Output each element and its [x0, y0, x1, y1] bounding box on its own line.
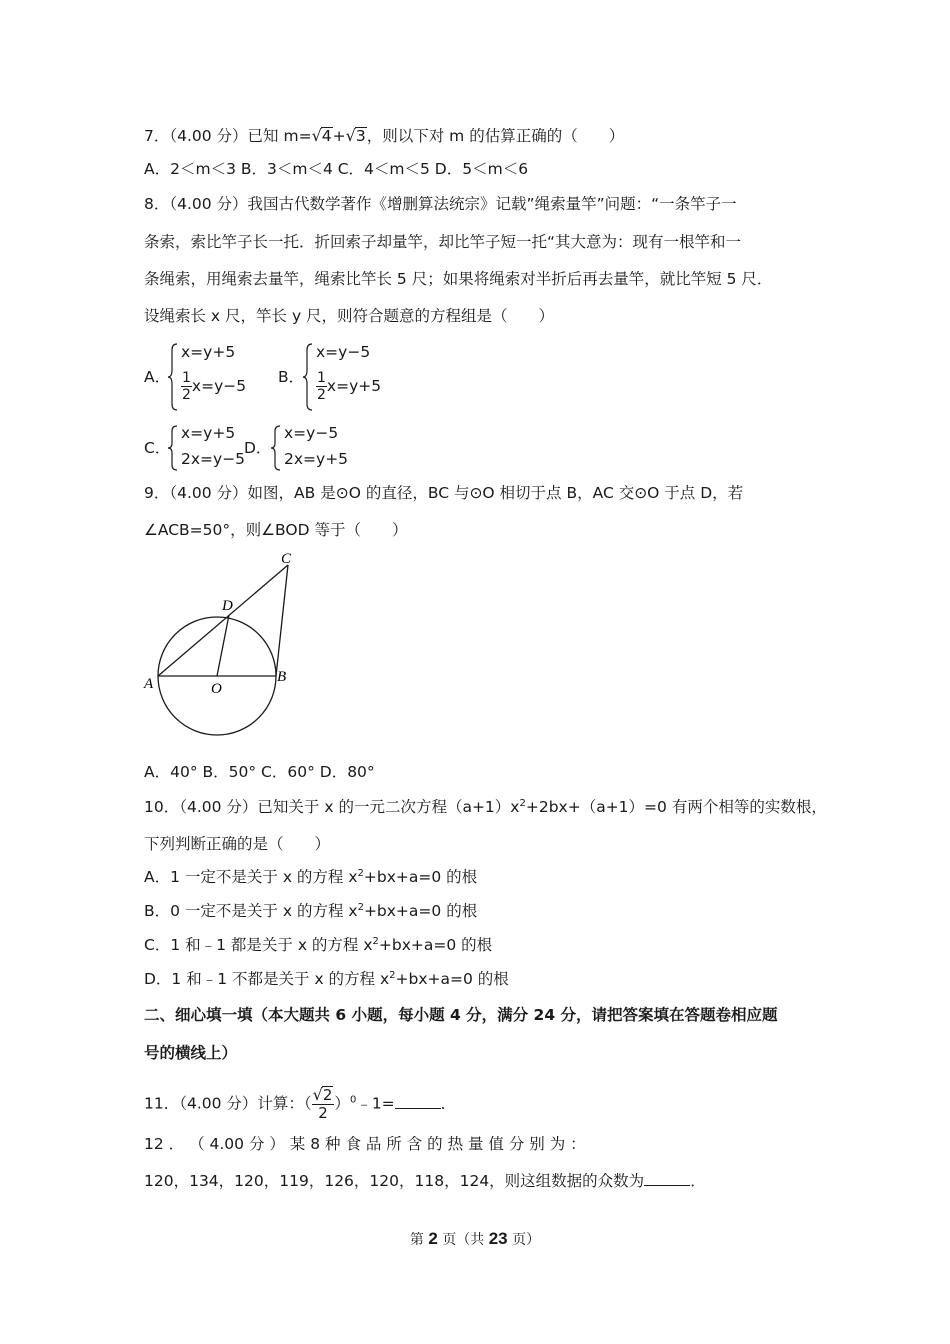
q10-option-a [144, 866, 477, 888]
q9-geometry-figure [140, 548, 310, 738]
fraction [312, 1086, 335, 1122]
q8-option-d-eq1: x=y−5 [284, 424, 339, 442]
radicand: 2 [322, 1086, 333, 1104]
sqrt-symbol: √ [311, 126, 322, 145]
current-page-number: 2 [428, 1229, 438, 1248]
option-text: B．0 一定不是关于 x 的方程 x [144, 902, 358, 920]
label-o: O [211, 681, 222, 697]
exponent: 2 [357, 867, 364, 879]
q8-line-4: 设绳索长 x 尺，竿长 y 尺，则符合题意的方程组是（ ） [144, 307, 555, 325]
section-2-heading-line-2: 号的横线上） [144, 1044, 238, 1062]
fraction [316, 370, 327, 403]
exponent: 0 [349, 1094, 357, 1106]
footer-mid: 页（共 [437, 1232, 489, 1248]
q8-option-d-label: D． [244, 439, 272, 457]
frac-num [312, 1086, 335, 1105]
q8-option-c-label: C． [144, 439, 171, 457]
q7-options: A．2＜m＜3 B．3＜m＜4 C．4＜m＜5 D．5＜m＜6 [144, 160, 529, 178]
q8-option-a-eq2 [181, 370, 246, 403]
footer-pre: 第 [409, 1232, 429, 1248]
left-brace-icon [270, 424, 282, 472]
option-text-rest: +bx+a=0 的根 [395, 970, 509, 988]
frac-den: 2 [182, 387, 191, 403]
frac-den: 2 [318, 1104, 328, 1122]
q10-line-2: 下列判断正确的是（ ） [144, 835, 331, 853]
q8-line-1: 8．（4.00 分）我国古代数学著作《增删算法统宗》记载”绳索量竿”问题：“一条竿子一 [144, 195, 737, 213]
footer-post: 页） [507, 1232, 541, 1248]
option-text: C．1 和﹣1 都是关于 x 的方程 x [144, 936, 373, 954]
label-d: D [222, 598, 233, 614]
exponent: 2 [372, 935, 379, 947]
q8-line-3: 条绳索，用绳索去量竿，绳索比竿长 5 尺；如果将绳索对半折后再去量竿，就比竿短 5 尺． [144, 270, 773, 288]
exponent: 2 [389, 969, 396, 981]
eq2-rest: x=y−5 [191, 377, 247, 395]
q7-radicand-1: 4 [321, 127, 332, 145]
label-b: B [277, 669, 287, 685]
q10-option-b [144, 900, 477, 922]
q8-option-b-eq2 [316, 370, 381, 403]
frac-den: 2 [317, 387, 326, 403]
q11-stem [144, 1086, 456, 1122]
left-brace-icon [167, 424, 179, 472]
q8-option-b-eq1: x=y−5 [316, 343, 371, 361]
segment-ac [158, 565, 288, 676]
left-brace-icon [167, 342, 179, 412]
q8-option-c-eq1: x=y+5 [181, 424, 236, 442]
q9-line-2: ∠ACB=50°，则∠BOD 等于（ ） [144, 521, 408, 539]
label-a: A [144, 676, 154, 692]
q10-option-d [144, 968, 509, 990]
q11-suffix: ﹣1= [356, 1094, 395, 1113]
left-brace-icon [302, 342, 314, 412]
q8-option-b-label: B． [278, 368, 305, 386]
option-text: D．1 和﹣1 不都是关于 x 的方程 x [144, 970, 390, 988]
q9-options: A．40° B．50° C．60° D．80° [144, 763, 375, 781]
q7-plus: + [332, 127, 346, 145]
exponent: 2 [357, 901, 364, 913]
option-text-rest: +bx+a=0 的根 [363, 902, 478, 920]
q9-line-1: 9．（4.00 分）如图，AB 是⊙O 的直径，BC 与⊙O 相切于点 B，AC 交⊙O 于点 D，若 [144, 484, 744, 502]
q8-option-a-label: A． [144, 368, 171, 386]
label-c: C [281, 551, 292, 567]
q7-prefix: 7．（4.00 分）已知 m= [144, 127, 312, 145]
answer-blank[interactable] [395, 1094, 441, 1109]
exponent: 2 [519, 797, 526, 809]
page-footer [0, 1229, 950, 1249]
q8-option-a-eq1: x=y+5 [181, 343, 236, 361]
answer-blank[interactable] [644, 1171, 690, 1186]
q8-option-c-eq2: 2x=y−5 [181, 450, 246, 468]
q7-stem [144, 125, 624, 147]
frac-num: 1 [317, 370, 326, 386]
q12-end: ． [690, 1172, 706, 1190]
fraction [181, 370, 192, 403]
q10-option-c [144, 934, 492, 956]
q12-line-1: 12 ． （ 4.00 分 ） 某 8 种 食 品 所 含 的 热 量 值 分 别 为 ： [144, 1135, 586, 1153]
q7-radicand-2: 3 [355, 127, 366, 145]
q11-close-paren: ） [334, 1094, 350, 1113]
q8-option-d-eq2: 2x=y+5 [284, 450, 349, 468]
q10-line-1 [144, 796, 827, 818]
q8-line-2: 条索，索比竿子长一托．折回索子却量竿，却比竿子短一托“其大意为：现有一根竿和一 [144, 233, 742, 251]
q10-line-1-a: 10．（4.00 分）已知关于 x 的一元二次方程（a+1）x [144, 798, 520, 816]
frac-num: 1 [182, 370, 191, 386]
q11-prefix: 11．（4.00 分）计算：（ [144, 1094, 312, 1113]
option-text-rest: +bx+a=0 的根 [363, 868, 478, 886]
q11-end: ． [440, 1094, 457, 1113]
section-2-heading-line-1: 二、细心填一填（本大题共 6 小题，每小题 4 分，满分 24 分，请把答案填在答题卷相应题 [144, 1006, 778, 1024]
segment-bc [276, 565, 288, 676]
total-page-number: 23 [488, 1229, 508, 1248]
q10-line-1-b: +2bx+（a+1）=0 有两个相等的实数根， [525, 798, 827, 816]
q7-suffix: ，则以下对 m 的估算正确的（ ） [366, 127, 625, 145]
option-text-rest: +bx+a=0 的根 [378, 936, 493, 954]
option-text: A．1 一定不是关于 x 的方程 x [144, 868, 358, 886]
q12-line-2 [144, 1170, 706, 1192]
sqrt-symbol: √ [312, 1085, 323, 1104]
q12-line-2-text: 120，134，120，119，126，120，118，124，则这组数据的众数为 [144, 1172, 645, 1190]
sqrt-symbol: √ [345, 126, 356, 145]
eq2-rest: x=y+5 [326, 377, 382, 395]
